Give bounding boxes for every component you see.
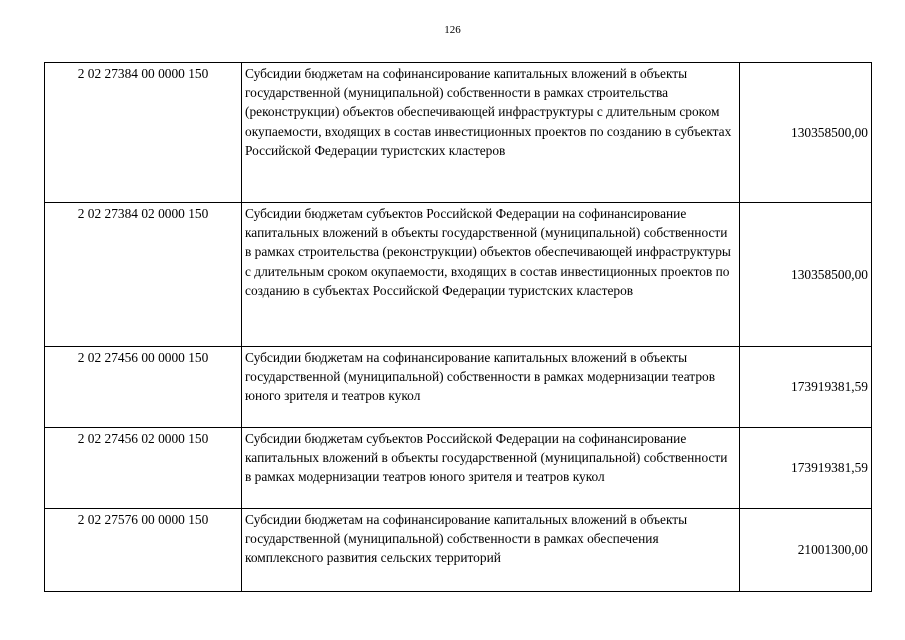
budget-code-cell: 2 02 27456 00 0000 150 bbox=[45, 347, 242, 428]
budget-code-cell: 2 02 27456 02 0000 150 bbox=[45, 428, 242, 509]
amount-cell: 173919381,59 bbox=[740, 428, 872, 509]
description-cell: Субсидии бюджетам на софинансирование капитальных вложений в объекты государственной (муниципальной) собственности в рамках строительства (реконструкции) объектов обеспечивающей инфраструктуры с длительным сроком окупаемости, входящих в состав инвестиционных проектов по созданию в субъектах Российской Федерации туристских кластеров bbox=[242, 63, 740, 203]
description-cell: Субсидии бюджетам на софинансирование капитальных вложений в объекты государственной (муниципальной) собственности в рамках обеспечения комплексного развития сельских территорий bbox=[242, 509, 740, 592]
table-row bbox=[45, 428, 872, 509]
table-row bbox=[45, 347, 872, 428]
amount-cell: 173919381,59 bbox=[740, 347, 872, 428]
description-cell: Субсидии бюджетам на софинансирование капитальных вложений в объекты государственной (муниципальной) собственности в рамках модернизации театров юного зрителя и театров кукол bbox=[242, 347, 740, 428]
table-row bbox=[45, 63, 872, 203]
budget-revenue-table bbox=[44, 62, 872, 592]
budget-code-cell: 2 02 27384 00 0000 150 bbox=[45, 63, 242, 203]
table-row bbox=[45, 203, 872, 347]
amount-cell: 21001300,00 bbox=[740, 509, 872, 592]
description-cell: Субсидии бюджетам субъектов Российской Федерации на софинансирование капитальных вложений в объекты государственной (муниципальной) собственности в рамках строительства (реконструкции) объектов обеспечивающей инфраструктуры с длительным сроком окупаемости, входящих в состав инвестиционных проектов по созданию в субъектах Российской Федерации туристских кластеров bbox=[242, 203, 740, 347]
amount-cell: 130358500,00 bbox=[740, 203, 872, 347]
budget-code-cell: 2 02 27384 02 0000 150 bbox=[45, 203, 242, 347]
page-number: 126 bbox=[444, 24, 461, 36]
description-cell: Субсидии бюджетам субъектов Российской Федерации на софинансирование капитальных вложений в объекты государственной (муниципальной) собственности в рамках модернизации театров юного зрителя и театров кукол bbox=[242, 428, 740, 509]
amount-cell: 130358500,00 bbox=[740, 63, 872, 203]
table-row bbox=[45, 509, 872, 592]
budget-code-cell: 2 02 27576 00 0000 150 bbox=[45, 509, 242, 592]
